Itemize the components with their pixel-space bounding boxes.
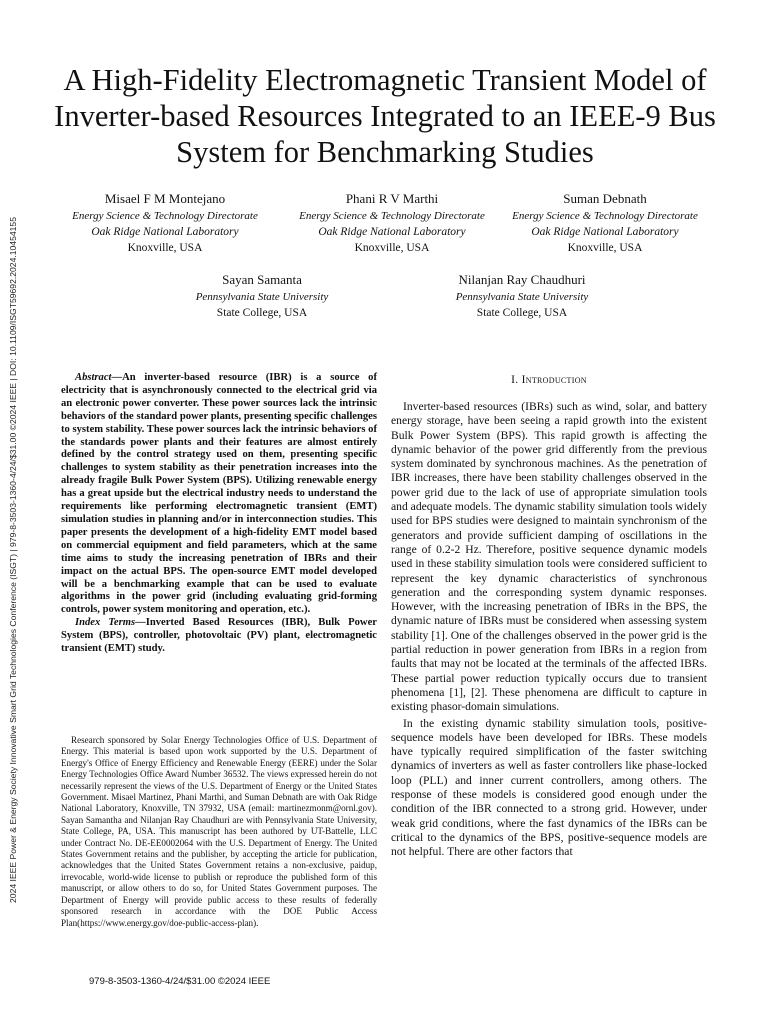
author-name: Suman Debnath	[563, 191, 647, 206]
author-location: Knoxville, USA	[567, 242, 643, 254]
side-citation-strip	[4, 130, 22, 990]
side-citation-text: 2024 IEEE Power & Energy Society Innovative Smart Grid Technologies Conference (ISGT) | 979-8-3503-1360-4/24/$31.00 ©2024 IEEE | DOI: 10.1109/ISGT59692.2024.10454155	[8, 217, 18, 903]
author-block-3	[490, 190, 720, 256]
abstract-text: —An inverter-based resource (IBR) is a source of electricity that is asynchronously connected to the electrical grid via an electronic power converter. These power sources lack the intrinsic behaviors of the standard power plants, presenting specific challenges to system stability. These power sources lack the intrinsic behaviors of the standards power plants and their features are almost entirely defined by the control strategy used on them, presenting specific challenges to system stability as their penetration increases into the already fragile Bulk Power System (BPS). Utilizing renewable energy has a great upside but the electrical industry needs to understand the requirements like performing electromagnetic transient (EMT) simulation studies in planning and/or in interconnection studies. This paper presents the development of a high-fidelity EMT model based on commercial equipment and field parameters, which at the same time aims to study the increasing penetration of IBRs and their impact on the actual BPS. The open-source EMT model developed will be a benchmarking example that can be used to evaluate algorithms in the power grid (including evaluating grid-forming controls, power system monitoring and operation, etc.).	[61, 372, 377, 616]
author-location: Knoxville, USA	[354, 242, 430, 254]
author-block-2	[277, 190, 507, 256]
author-department: Energy Science & Technology Directorate	[72, 210, 258, 222]
funding-footnote: Research sponsored by Solar Energy Technologies Office of U.S. Department of Energy. This material is based upon work supported by the U.S. Department of Energy's Office of Energy Efficiency and Renewable Energy (EERE) under the Solar Energy Technologies Office Award Number 36532. The views expressed herein do not necessarily represent the views of the U.S. Department of Energy or the United States Government. Misael Martinez, Phani Marthi, and Suman Debnath are with Oak Ridge National Laboratory, Knoxville, TN 37932, USA (email: martinezmonm@ornl.gov). Sayan Samantha and Nilanjan Ray Chaudhuri are with Pennsylvania State University, State College, PA, USA. This manuscript has been authored by UT-Battelle, LLC under Contract No. DE-EE0002064 with the U.S. Department of Energy. The United States Government retains and the publisher, by accepting the article for publication, acknowledges that the United States Government retains a non-exclusive, paidup, irrevocable, world-wide license to publish or reproduce the published form of this manuscript, or allow others to do so, for United States Government purposes. The Department of Energy will provide public access to these results of federally sponsored research in accordance with the DOE Public Access Plan(https://www.energy.gov/doe-public-access-plan).	[61, 735, 377, 928]
author-organization: Pennsylvania State University	[455, 291, 589, 303]
abstract-label: Abstract	[75, 372, 112, 383]
author-location: State College, USA	[476, 307, 568, 319]
author-block-1	[50, 190, 280, 256]
author-department: Energy Science & Technology Directorate	[299, 210, 485, 222]
author-name: Sayan Samanta	[222, 272, 302, 287]
author-name: Phani R V Marthi	[345, 191, 439, 206]
author-organization: Oak Ridge National Laboratory	[318, 226, 466, 238]
intro-paragraph-1: Inverter-based resources (IBRs) such as wind, solar, and battery energy storage, have been seeing a rapid growth into the existent Bulk Power System (BPS). This rapid growth is affecting the dynamic behavior of the power grid differently from the previous system dominated by synchronous machines. As the penetration of IBR increases, there have been stability challenges observed in the power grid due to the lack of use of appropriate simulation tools and adequate models. The dynamic stability simulation tools widely used for BPS studies were designed to maintain synchronism of the generators and provide sufficient damping of oscillations in the range of 0.2-2 Hz. Therefore, positive sequence dynamic models used in these stability simulation tools were considered sufficient to represent the key dynamic characteristics of synchronous generation and the corresponding system dynamic responses. However, with the increasing penetration of IBRs in the BPS, the dynamic nature of IBRs must be considered when assessing system stability [1]. One of the challenges observed in the power grid is the partial reduction in power generation from IBRs in a region from faults that may not be located at the terminals of the affected IBRs. These partial power reduction typically occurs due to transient phenomena [1], [2]. These phenomena are difficult to capture in existing phasor-domain simulations.	[391, 400, 707, 714]
author-block-4	[147, 271, 377, 321]
author-block-5	[407, 271, 637, 321]
abstract	[61, 372, 377, 617]
index-terms	[61, 617, 377, 656]
left-column	[61, 372, 377, 656]
author-organization: Oak Ridge National Laboratory	[531, 226, 679, 238]
author-organization: Pennsylvania State University	[195, 291, 329, 303]
section-number: I.	[511, 374, 519, 386]
right-column	[391, 372, 707, 860]
section-heading	[391, 372, 707, 388]
author-location: State College, USA	[216, 307, 308, 319]
index-terms-label: Index Terms	[75, 617, 136, 629]
copyright-line: 979-8-3503-1360-4/24/$31.00 ©2024 IEEE	[89, 976, 271, 987]
section-title: Introduction	[521, 374, 587, 386]
author-name: Misael F M Montejano	[104, 191, 226, 206]
index-terms-text: —Inverted Based Resources (IBR), Bulk Power System (BPS), controller, photovoltaic (PV) plant, electromagnetic transient (EMT) study.	[61, 617, 377, 655]
intro-paragraph-2: In the existing dynamic stability simulation tools, positive-sequence models have been developed for IBRs. These models have typically required simplification of the faster switching dynamics of inverters as well as faster controllers like phase-locked loop (PLL) and inner current controllers, among others. The response of these models is considered good enough under the condition of the IBR connected to a strong grid. However, under weak grid conditions, where the fast dynamics of the IBRs can be critical to the dynamics of the BPS, positive-sequence models are not helpful. There are other factors that	[391, 716, 707, 859]
author-organization: Oak Ridge National Laboratory	[91, 226, 239, 238]
author-name: Nilanjan Ray Chaudhuri	[458, 272, 586, 287]
author-department: Energy Science & Technology Directorate	[512, 210, 698, 222]
paper-title: A High-Fidelity Electromagnetic Transient Model of Inverter-based Resources Integrated to an IEEE-9 Bus System for Benchmarking Studies	[54, 63, 716, 169]
author-location: Knoxville, USA	[127, 242, 203, 254]
